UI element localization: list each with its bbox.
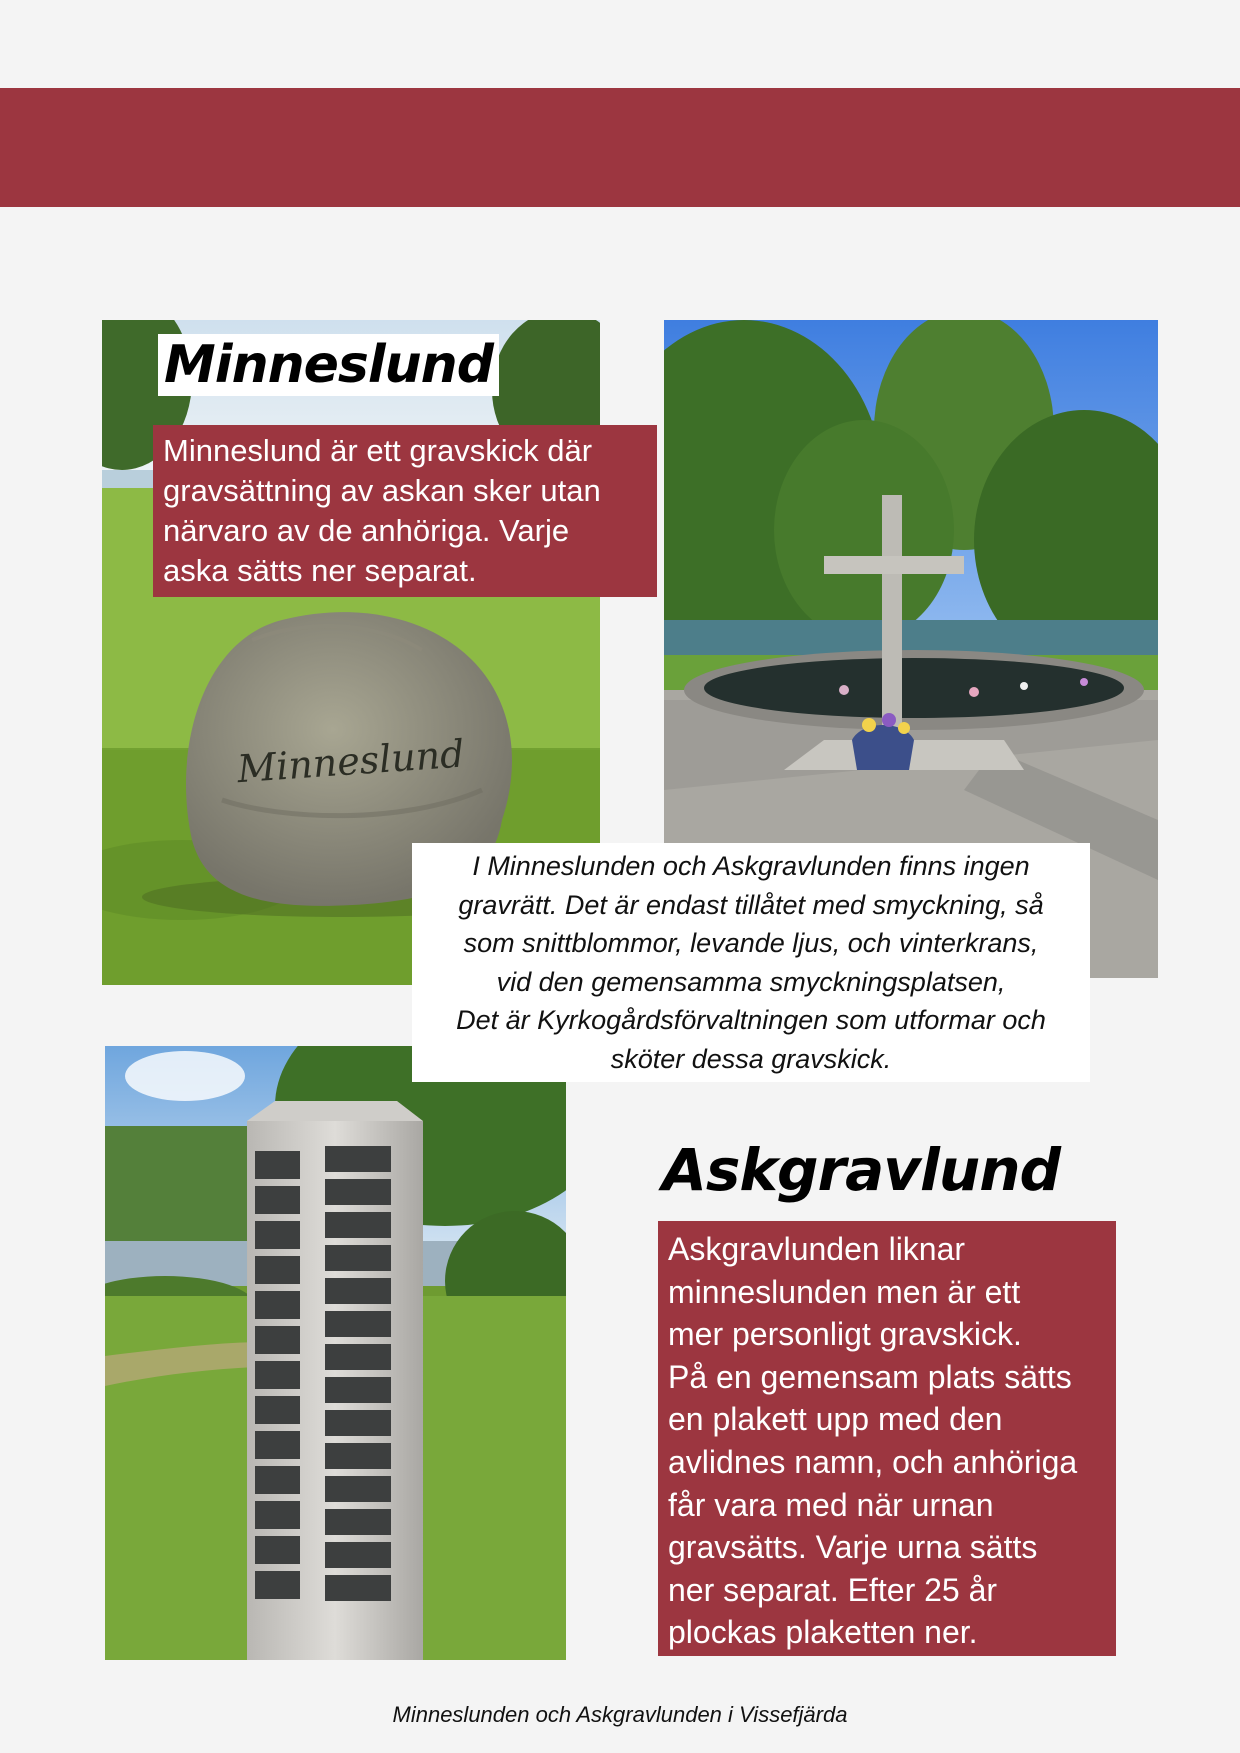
- description-line: Minneslund är ett gravskick där: [163, 433, 593, 468]
- description-line: Askgravlunden liknar: [668, 1231, 966, 1267]
- description-line: gravsättning av askan sker utan: [163, 473, 601, 508]
- minneslund-description: [153, 425, 657, 597]
- page-footer: Minneslunden och Askgravlunden i Vissefjärda: [392, 1702, 848, 1727]
- info-line: vid den gemensamma smyckningsplatsen,: [496, 966, 1006, 997]
- description-line: plockas plaketten ner.: [668, 1614, 978, 1651]
- askgravlund-description: [658, 1221, 1116, 1656]
- info-line: Det är Kyrkogårdsförvaltningen som utformar och: [456, 1005, 1046, 1036]
- description-line: minneslunden men är ett: [668, 1273, 1021, 1310]
- description-line: avlidnes namn, och anhöriga: [668, 1443, 1078, 1480]
- description-line: gravsätts. Varje urna sätts: [668, 1529, 1038, 1566]
- askgravlund-column-photo: [105, 1046, 566, 1660]
- info-line: som snittblommor, levande ljus, och vinterkrans,: [463, 928, 1039, 959]
- description-line: aska sätts ner separat.: [163, 553, 477, 588]
- description-line: mer personligt gravskick.: [668, 1316, 1022, 1353]
- description-line: ner separat. Efter 25 år: [668, 1571, 998, 1608]
- info-line: I Minneslunden och Askgravlunden finns ingen: [472, 851, 1030, 881]
- minneslund-heading: Minneslund: [158, 334, 499, 396]
- description-line: närvaro av de anhöriga. Varje: [163, 513, 570, 548]
- description-line: får vara med när urnan: [668, 1486, 994, 1523]
- description-line: en plakett upp med den: [668, 1401, 1003, 1438]
- top-banner: [0, 88, 1240, 207]
- info-line: gravrätt. Det är endast tillåtet med smyckning, så: [458, 889, 1044, 920]
- info-line: sköter dessa gravskick.: [610, 1043, 892, 1074]
- description-line: På en gemensam plats sätts: [668, 1358, 1072, 1395]
- info-box: [412, 843, 1090, 1082]
- stone-engraving: Minneslund: [235, 731, 466, 792]
- askgravlund-heading: Askgravlund: [662, 1136, 1061, 1204]
